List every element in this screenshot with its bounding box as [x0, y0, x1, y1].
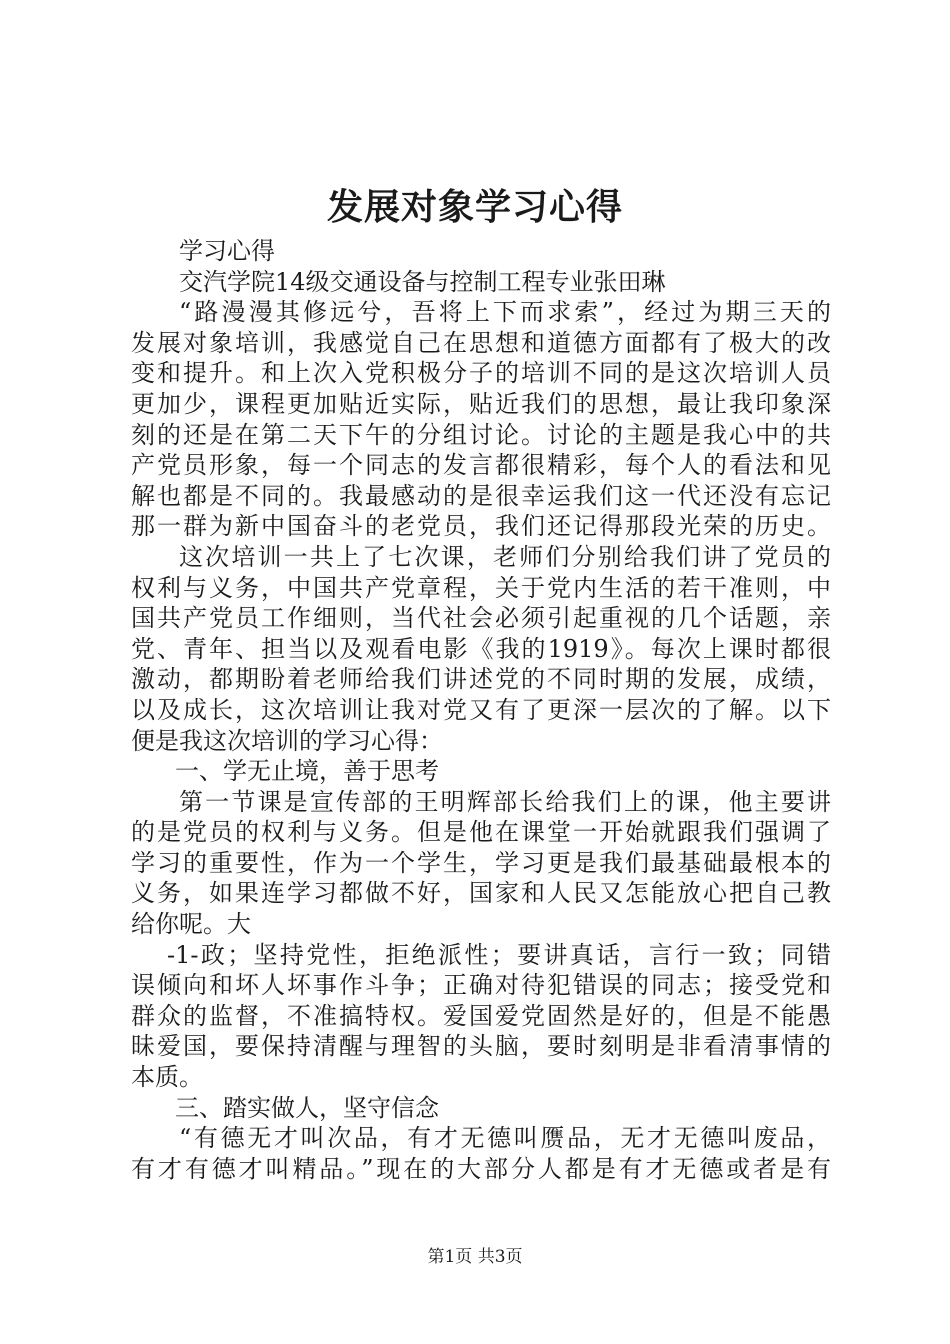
text-line: 给你呢。大	[131, 910, 251, 939]
text-line: 这次培训一共上了七次课，老师们分别给我们讲了党员的	[179, 542, 831, 571]
document-title: 发展对象学习心得	[326, 186, 623, 228]
text-line: 学习心得	[179, 237, 275, 265]
text-line: 的是党员的权利与义务。但是他在课堂一开始就跟我们强调了	[131, 818, 831, 847]
text-line: 有才有德才叫精品。”现在的大部分人都是有才无德或者是有	[131, 1154, 831, 1183]
text-line: 交汽学院14级交通设备与控制工程专业张田琳	[179, 267, 666, 296]
text-line: “有德无才叫次品，有才无德叫赝品，无才无德叫废品，	[179, 1124, 831, 1153]
text-line: 第一节课是宣传部的王明辉部长给我们上的课，他主要讲	[179, 787, 831, 816]
text-line: -1-政；坚持党性，拒绝派性；要讲真话，言行一致；同错	[167, 940, 831, 969]
text-line: 变和提升。和上次入党积极分子的培训不同的是这次培训人员	[131, 359, 831, 388]
text-line: 以及成长，这次培训让我对党又有了更深一层次的了解。以下	[131, 695, 831, 724]
text-line: 误倾向和坏人坏事作斗争；正确对待犯错误的同志；接受党和	[131, 971, 831, 1000]
text-line: 权利与义务，中国共产党章程，关于党内生活的若干准则，中	[131, 573, 831, 602]
text-line: 更加少，课程更加贴近实际，贴近我们的思想，最让我印象深	[131, 389, 831, 418]
document-body	[131, 236, 831, 1184]
section-heading: 三、踏实做人，坚守信念	[175, 1093, 439, 1122]
text-line: 激动，都期盼着老师给我们讲述党的不同时期的发展，成绩，	[131, 665, 831, 694]
text-line: 解也都是不同的。我最感动的是很幸运我们这一代还没有忘记	[131, 481, 831, 510]
page-number: 第1页 共3页	[427, 1247, 523, 1267]
section-heading: 一、学无止境，善于思考	[175, 757, 439, 786]
text-line: 刻的还是在第二天下午的分组讨论。讨论的主题是我心中的共	[131, 420, 831, 449]
text-line: 昧爱国，要保持清醒与理智的头脑，要时刻明是非看清事情的	[131, 1032, 831, 1061]
text-line: 便是我这次培训的学习心得：	[131, 726, 443, 755]
text-line: 国共产党员工作细则，当代社会必须引起重视的几个话题，亲	[131, 604, 831, 633]
text-line: 那一群为新中国奋斗的老党员，我们还记得那段光荣的历史。	[131, 512, 831, 541]
text-line: 发展对象培训，我感觉自己在思想和道德方面都有了极大的改	[131, 328, 831, 357]
text-line: 党、青年、担当以及观看电影《我的1919》。每次上课时都很	[131, 634, 831, 663]
text-line: “路漫漫其修远兮，吾将上下而求索”，经过为期三天的	[179, 298, 831, 327]
text-line: 产党员形象，每一个同志的发言都很精彩，每个人的看法和见	[131, 451, 831, 480]
text-line: 学习的重要性，作为一个学生，学习更是我们最基础最根本的	[131, 848, 831, 877]
text-line: 本质。	[131, 1063, 203, 1092]
text-line: 义务，如果连学习都做不好，国家和人民又怎能放心把自己教	[131, 879, 831, 908]
text-line: 群众的监督，不准搞特权。爱国爱党固然是好的，但是不能愚	[131, 1001, 831, 1030]
